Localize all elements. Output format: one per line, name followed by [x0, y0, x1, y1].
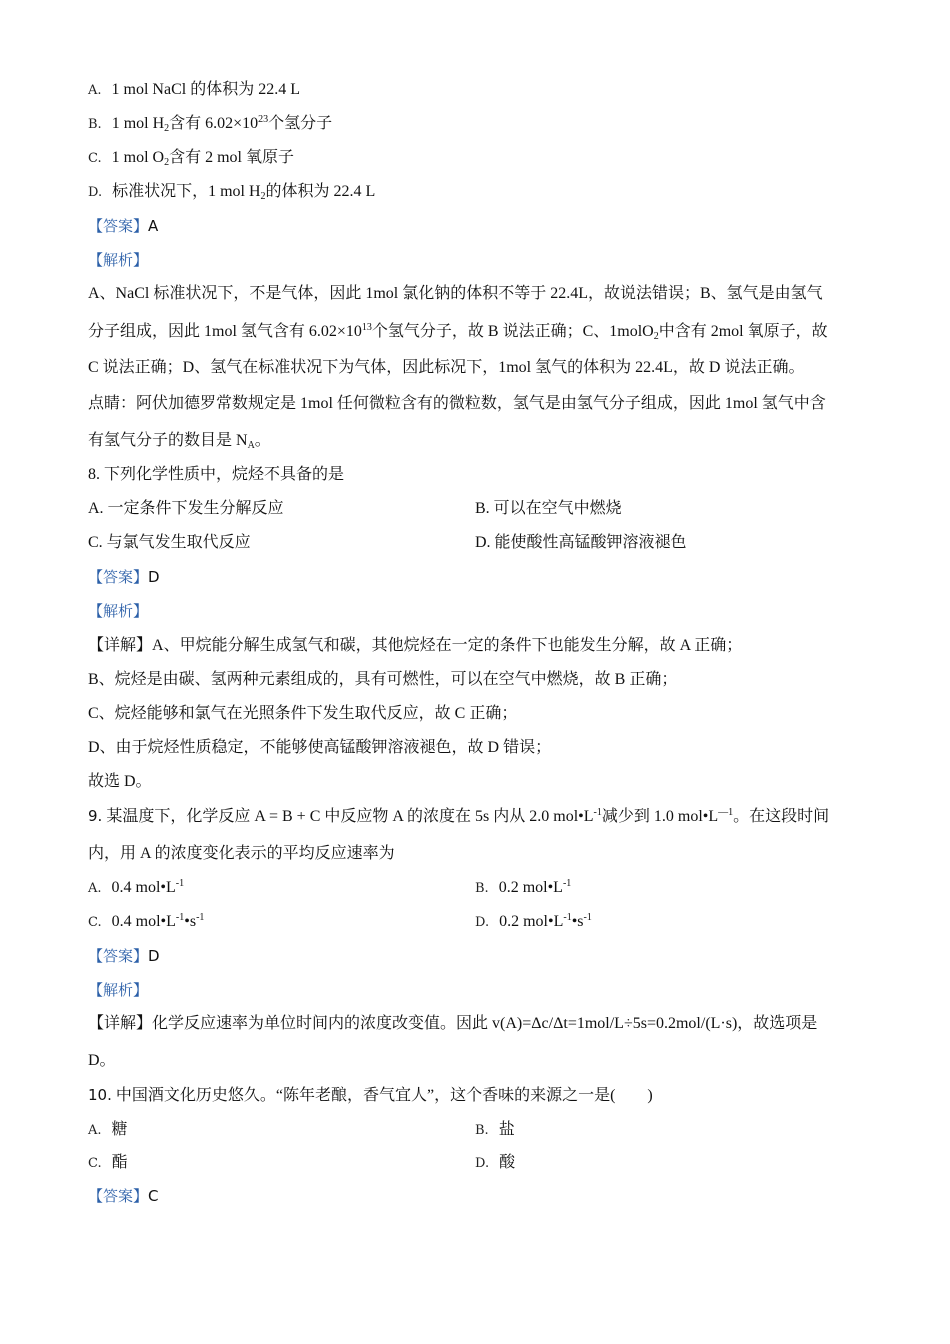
q9-option-a: A. 0.4 $mol•L^{-1}$ [88, 878, 185, 896]
option-label: D. [475, 915, 490, 930]
q7-option-a: A. 1 mol NaCl 的体积为 22.4 L [88, 81, 300, 98]
q7-option-b: B. 1 mol $H_2$含有 $6.02\times 10^{23}$个氢分子 [88, 114, 333, 134]
q8-option-a: A. 一定条件下发生分解反应 [88, 500, 284, 517]
answer-tag: 【答案】 [88, 1187, 149, 1205]
q10-option-c: C. 酯 [88, 1154, 128, 1171]
q7-explanation-line: C 说法正确；D、氢气在标准状况下为气体，因此标况下，1mol 氢气的体积为 22.4L，故 D 说法正确。 [88, 359, 805, 376]
answer-value: D [148, 568, 160, 586]
option-label: A. [88, 83, 102, 98]
option-label: C. [88, 151, 102, 166]
answer-value: A [148, 217, 159, 235]
q10-option-b: B. 盐 [475, 1121, 515, 1138]
q7-option-c: C. 1 mol $O_2$含有 2 mol 氧原子 [88, 149, 294, 168]
q8-option-c: C. 与氯气发生取代反应 [88, 534, 251, 551]
option-label: C. [88, 915, 102, 930]
q8-option-d: D. 能使酸性高锰酸钾溶液褪色 [475, 534, 687, 551]
answer-tag: 【答案】 [88, 568, 149, 586]
q7-note-line: 有氢气分子的数目是 $N_A$。 [88, 432, 271, 451]
question-number: 9. [88, 807, 103, 825]
question-number: 10. [88, 1086, 112, 1104]
q8-detail-line: C、烷烃能够和氯气在光照条件下发生取代反应，故 C 正确； [88, 705, 518, 722]
answer-value: D [148, 947, 160, 965]
option-label: A. [88, 881, 102, 896]
q9-option-c: C. 0.4 $mol•L^{-1}•s^{-1}$ [88, 912, 205, 930]
answer-tag: 【答案】 [88, 947, 149, 965]
q7-option-d: D. 标准状况下，1 mol $H_2$的体积为 22.4 L [88, 183, 376, 202]
q8-detail-line: 故选 D。 [88, 773, 152, 790]
q7-explanation-line: A、NaCl 标准状况下，不是气体，因此 1mol 氯化钠的体积不等于 22.4L，故说法错误；B、氢气是由氢气 [88, 285, 823, 302]
option-label: B. [475, 1123, 489, 1138]
q10-option-d: D. 酸 [475, 1154, 516, 1171]
q7-note-line: 点睛：阿伏加德罗常数规定是 1mol 任何微粒含有的微粒数，氢气是由氢气分子组成，因此 1mol 氢气中含 [88, 395, 826, 412]
option-label: C. [88, 1156, 102, 1171]
q9-option-d: D. 0.2 $mol•L^{-1}•s^{-1}$ [475, 912, 592, 930]
q9-stem-line: 9. 某温度下，化学反应 A = B + C 中反应物 A 的浓度在 5s 内从 2.0 $mol•L^{-1}$减少到 1.0 $mol•L^{—1}$。在这段时间 [88, 807, 830, 825]
answer-value: C [148, 1187, 159, 1205]
q9-analysis-tag: 【解析】 [88, 981, 149, 999]
q7-answer [88, 215, 158, 238]
q8-stem: 8. 下列化学性质中，烷烃不具备的是 [88, 466, 345, 483]
q7-explanation-line: 分子组成，因此 1mol 氢气含有 $6.02\times 10^{13}$个氢气分子，故 B 说法正确；C、1molO$_2$中含有 2mol 氧原子，故 [88, 322, 828, 342]
q8-detail-line: B、烷烃是由碳、氢两种元素组成的，具有可燃性，可以在空气中燃烧，故 B 正确； [88, 671, 678, 688]
q8-detail-line: 【详解】A、甲烷能分解生成氢气和碳，其他烷烃在一定的条件下也能发生分解，故 A 正确； [88, 637, 743, 654]
q10-option-a: A. 糖 [88, 1121, 128, 1138]
q9-option-b: B. 0.2 $mol•L^{-1}$ [475, 878, 572, 896]
q10-answer [88, 1185, 159, 1208]
q7-analysis-tag: 【解析】 [88, 251, 149, 269]
answer-tag: 【答案】 [88, 217, 149, 235]
detail-tag: 【详解】 [88, 637, 153, 654]
detail-tag: 【详解】 [88, 1015, 153, 1032]
q8-option-b: B. 可以在空气中燃烧 [475, 500, 622, 517]
q9-answer [88, 945, 160, 968]
option-label: A. [88, 1123, 102, 1138]
q9-detail-line: D。 [88, 1052, 116, 1069]
q10-stem: 10. 中国酒文化历史悠久。“陈年老酿，香气宜人”，这个香味的来源之一是( ) [88, 1086, 653, 1104]
q8-detail-line: D、由于烷烃性质稳定，不能够使高锰酸钾溶液褪色，故 D 错误； [88, 739, 552, 756]
q9-detail-line: 【详解】化学反应速率为单位时间内的浓度改变值。因此 v(A)=Δc/Δt=1mol/L÷5s=0.2mol/(L·s)，故选项是 [88, 1015, 818, 1032]
option-label: B. [475, 881, 489, 896]
q8-answer [88, 566, 160, 589]
option-label: B. [88, 117, 102, 132]
option-label: D. [88, 185, 103, 200]
option-label: D. [475, 1156, 490, 1171]
q9-stem-line: 内，用 A 的浓度变化表示的平均反应速率为 [88, 845, 395, 862]
q8-analysis-tag: 【解析】 [88, 602, 149, 620]
